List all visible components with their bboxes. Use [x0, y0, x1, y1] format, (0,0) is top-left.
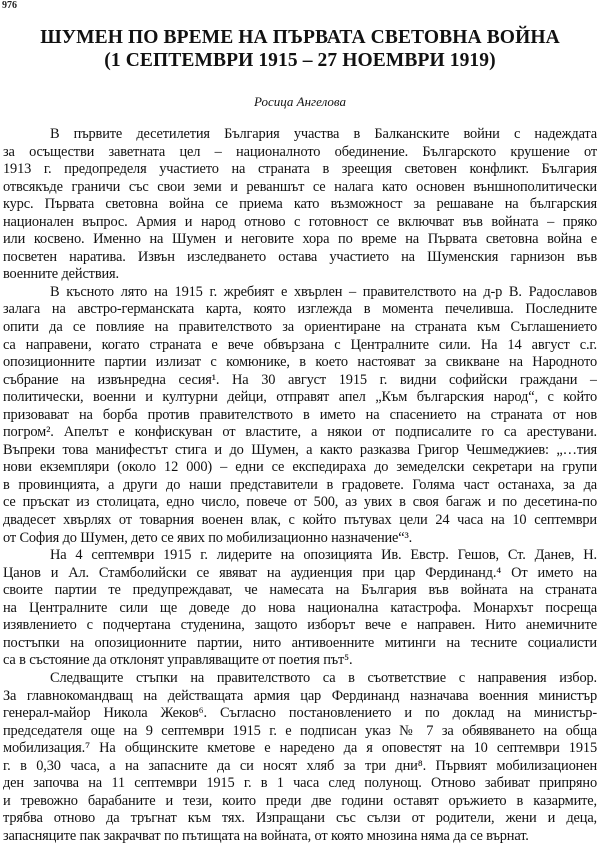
text-line: национален въпрос. Армия и народ отново с готовност се включват във войната – пряко [3, 213, 597, 230]
text-line: на Централните сили ще доведе до нова национална катастрофа. Монархът посреща [3, 599, 597, 616]
title-line-1: ШУМЕН ПО ВРЕМЕ НА ПЪРВАТА СВЕТОВНА ВОЙНА [40, 27, 560, 48]
text-line: призовават на борба против правителството в името на спасението на страната от нов [3, 406, 597, 423]
text-line: курс. Първата световна война се приема като възможност за решаване на българския [3, 196, 597, 213]
text-line: Цанов и Ал. Стамболийски се явяват на аудиенция при цар Фердинанд.⁴ От името на [3, 564, 597, 581]
text-line: или косвено. Именно на Шумен и неговите хора по време на Първата световна война е [3, 231, 597, 248]
text-line: постъпки на опозиционните партии, нито антивоенните митинги на тесните социалисти [3, 634, 597, 651]
paragraph [3, 284, 597, 547]
text-line: политически, военни и културни дейци, отправят апел „Към българския народ“, с който [3, 389, 597, 406]
text-line: в провинцията, а други до наши представители в градовете. Голяма част останаха, за да [3, 476, 597, 493]
paragraph [3, 126, 597, 284]
text-line: За главнокомандващ на действащата армия цар Фердинанд назначава военния министър [3, 687, 597, 704]
text-line: опити да се повлияе на правителството за ориентиране на страната към Съглашението [3, 319, 597, 336]
text-line: нови екземпляри (около 12 000) – едни се експедираха до земеделски секретари на групи [3, 459, 597, 476]
text-line: отвсякъде граничи със свои земи и реваншът се налага като основен външнополитически [3, 178, 597, 195]
paragraph [3, 670, 597, 845]
text-line: председателя още на 9 септември 1915 г. е подписан указ № 7 за обявяването на обща [3, 722, 597, 739]
text-line: военните действия. [3, 266, 119, 283]
text-line: Следващите стъпки на правителството са в съответствие с направения избор. [50, 669, 597, 686]
text-line: и тревожно барабаните и тези, които преди две години оставят оръжието в казармите, [3, 792, 597, 809]
article-body [3, 126, 597, 845]
text-line: В първите десетилетия България участва в Балканските войни с надеждата [50, 126, 597, 142]
text-line: изявлението с подчертана студенина, защото изборът вече е направен. Нито анемичните [3, 617, 597, 634]
text-line: 1913 г. предопределя участието на страната в зреещия световен конфликт. България [3, 161, 597, 178]
text-line: посветен наратива. Извън изследването остава участието на Шуменския гарнизон във [3, 248, 597, 265]
text-line: Въпреки това манифестът стига и до Шумен, а както разказва Григор Чешмеджиев: „…тия [3, 441, 597, 458]
text-line: генерал-майор Никола Жеков⁶. Съгласно постановлението и по доклад на министър- [3, 705, 597, 722]
text-line: В късното лято на 1915 г. жребият е хвърлен – правителството на д-р В. Радославов [50, 283, 597, 300]
text-line: своите партии те предупреждават, че намесата на България във войната на страната [3, 582, 597, 599]
text-line: от София до Шумен, дето се явих по мобилизационно назначение“³. [3, 529, 413, 546]
text-line: се пръскат из столицата, едно число, повече от 500, аз увих в своя багаж и по десетина-по [3, 494, 597, 511]
text-line: събрание на извънредна сесия¹. На 30 август 1915 г. видни софийски граждани – [3, 371, 597, 388]
text-line: мобилизация.⁷ На общинските кметове е наредено да я оповестят на 10 септември 1915 [3, 740, 597, 757]
title-line-2: (1 СЕПТЕМВРИ 1915 – 27 НОЕМВРИ 1919) [104, 50, 496, 71]
text-line: са направени, когато страната е вече обвързана с Централните сили. На 14 август с.г. [3, 336, 597, 353]
text-line: залага на австро-германската карта, която изглежда в момента печеливша. Последните [3, 301, 597, 318]
page-number: 976 [2, 0, 17, 11]
article-title [0, 26, 600, 72]
text-line: опозиционните партии излизат с комюнике, в което настояват за свикване на Народното [3, 354, 597, 371]
text-line: погром². Апелът е конфискуван от властите, а някои от подписалите го са арестувани. [3, 424, 597, 441]
text-line: ден започва на 11 септември 1915 г. в 1 часа след полунощ. Отново забиват припряно [3, 775, 597, 792]
text-line: На 4 септември 1915 г. лидерите на опозицията Ив. Евстр. Гешов, Ст. Данев, Н. [50, 547, 597, 564]
text-line: двадесет хвърлях от товарния военен влак, с който пътувах цели 24 часа на 10 септември [3, 512, 597, 529]
text-line: г. в 0,30 часа, а на запасните да си носят хляб за три дни⁸. Първият мобилизационен [3, 757, 597, 774]
paragraph [3, 547, 597, 670]
text-line: са в състояние да отклонят управляващите от поетия път⁵. [3, 652, 353, 669]
text-line: трябва отново да тръгнат към тях. Изпращани със сълзи от родители, жени и деца, [3, 810, 597, 827]
author-name: Росица Ангелова [254, 94, 346, 109]
text-line: запасняците пак закрачват по пътищата на войната, от която мнозина няма да се върнат. [3, 827, 529, 844]
text-line: за осъществи заветната цел – националното обединение. Българското крушение от [3, 143, 597, 160]
